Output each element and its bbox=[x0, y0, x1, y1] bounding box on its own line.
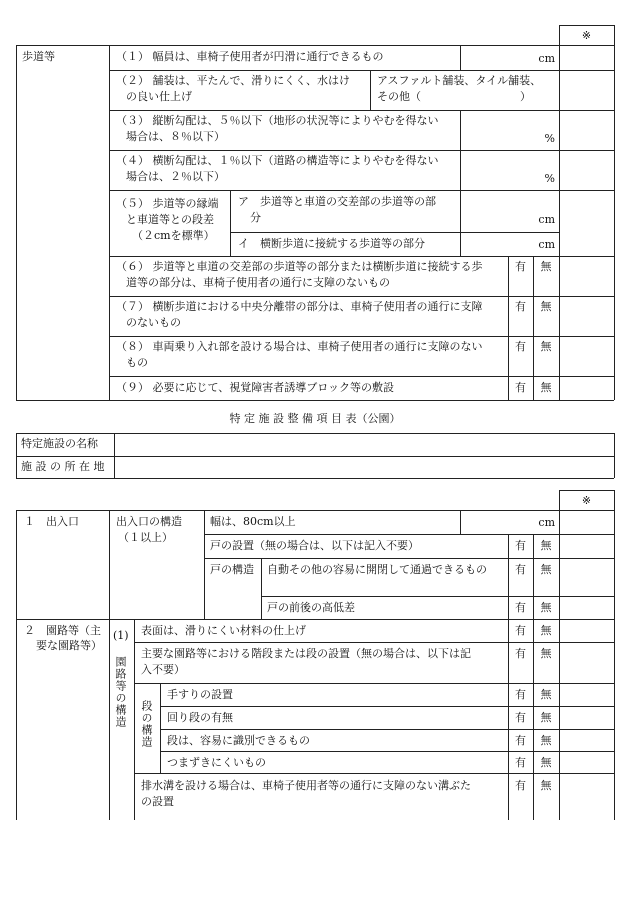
no-option[interactable]: 無 bbox=[540, 300, 552, 313]
yes-option[interactable]: 有 bbox=[515, 601, 526, 614]
facility-address-field[interactable] bbox=[115, 457, 613, 477]
unit-cm: cm bbox=[538, 213, 555, 226]
door-level-difference: 戸の前後の高低差 bbox=[267, 601, 355, 614]
item-2-line2: の良い仕上げ bbox=[126, 90, 192, 103]
door-structure: 戸の構造 bbox=[210, 563, 254, 576]
yes-option[interactable]: 有 bbox=[515, 624, 526, 637]
door-setting: 戸の設置（無の場合は、以下は記入不要） bbox=[210, 539, 419, 552]
facility-address-label: 施 設 の 所 在 地 bbox=[21, 460, 105, 473]
no-option[interactable]: 無 bbox=[540, 711, 552, 724]
item-5a-line2: 分 bbox=[250, 211, 261, 224]
path-surface: 表面は、滑りにくい材料の仕上げ bbox=[141, 624, 306, 637]
item-5a-line1: ア 歩道等と車道の交差部の歩道等の部 bbox=[238, 195, 436, 208]
entrance-category: １ 出入口 bbox=[24, 515, 79, 528]
auto-door: 自動その他の容易に開閉して通過できるもの bbox=[267, 563, 487, 576]
step-structure-vertical: 段の構造 bbox=[140, 700, 153, 748]
yes-option[interactable]: 有 bbox=[515, 381, 526, 394]
unit-cm: cm bbox=[538, 238, 555, 251]
section-title: 特 定 施 設 整 備 項 目 表（公園） bbox=[229, 412, 401, 425]
yes-option[interactable]: 有 bbox=[515, 734, 526, 747]
handrail: 手すりの設置 bbox=[167, 688, 233, 701]
item-7-line2: のないもの bbox=[126, 316, 181, 329]
item-5b: イ 横断歩道に接続する歩道等の部分 bbox=[238, 237, 425, 250]
no-option[interactable]: 無 bbox=[540, 734, 552, 747]
no-option[interactable]: 無 bbox=[540, 381, 552, 394]
yes-option[interactable]: 有 bbox=[515, 260, 526, 273]
no-option[interactable]: 無 bbox=[540, 563, 552, 576]
item-2-line1: （２） 舗装は、平たんで、滑りにくく、水はけ bbox=[116, 74, 351, 87]
no-option[interactable]: 無 bbox=[540, 539, 552, 552]
no-option[interactable]: 無 bbox=[540, 340, 552, 353]
item-7-line1: （７） 横断歩道における中央分離帯の部分は、車椅子使用者の通行に支障 bbox=[116, 300, 483, 313]
mark-header: ※ bbox=[581, 494, 592, 507]
pavement-options-line2: その他（ ） bbox=[377, 90, 531, 103]
item-3-line2: 場合は、８％以下） bbox=[126, 130, 225, 143]
no-option[interactable]: 無 bbox=[540, 756, 552, 769]
sidewalk-category: 歩道等 bbox=[22, 50, 55, 63]
item-3-line1: （３） 縦断勾配は、５％以下（地形の状況等によりやむを得ない bbox=[116, 114, 439, 127]
steps-identifiable: 段は、容易に識別できるもの bbox=[167, 734, 310, 747]
item-5-line3: （２cmを標準） bbox=[132, 229, 215, 242]
no-option[interactable]: 無 bbox=[540, 647, 552, 660]
yes-option[interactable]: 有 bbox=[515, 539, 526, 552]
mark-header: ※ bbox=[581, 29, 592, 42]
item-9: （９） 必要に応じて、視覚障害者誘導ブロック等の敷設 bbox=[116, 381, 395, 394]
path-steps-line2: 入不要） bbox=[141, 663, 185, 676]
item-8-line2: もの bbox=[126, 356, 148, 369]
no-option[interactable]: 無 bbox=[540, 779, 552, 792]
item-6-line1: （６） 歩道等と車道の交差部の歩道等の部分または横断歩道に接続する歩 bbox=[116, 260, 483, 273]
drain-line2: の設置 bbox=[141, 795, 174, 808]
unit-pct: % bbox=[544, 172, 555, 185]
item-6-line2: 道等の部分は、車椅子使用者の通行に支障のないもの bbox=[126, 276, 390, 289]
yes-option[interactable]: 有 bbox=[515, 756, 526, 769]
item-8-line1: （８） 車両乗り入れ部を設ける場合は、車椅子使用者の通行に支障のない bbox=[116, 340, 483, 353]
no-option[interactable]: 無 bbox=[540, 601, 552, 614]
path-category: ２ 園路等（主 bbox=[24, 624, 101, 637]
pavement-options-line1: アスファルト舗装、タイル舗装、 bbox=[377, 74, 542, 87]
item-4-line2: 場合は、２％以下） bbox=[126, 170, 225, 183]
yes-option[interactable]: 有 bbox=[515, 300, 526, 313]
unit-cm: cm bbox=[538, 516, 555, 529]
entrance-structure: 出入口の構造 bbox=[116, 515, 182, 528]
item-5-line1: （５） 歩道等の縁端 bbox=[116, 197, 219, 210]
facility-name-label: 特定施設の名称 bbox=[21, 437, 98, 450]
path-category-line2: 要な園路等） bbox=[36, 639, 102, 652]
yes-option[interactable]: 有 bbox=[515, 711, 526, 724]
unit-pct: % bbox=[544, 132, 555, 145]
entrance-structure-sub: （１以上） bbox=[118, 531, 173, 544]
yes-option[interactable]: 有 bbox=[515, 779, 526, 792]
no-option[interactable]: 無 bbox=[540, 688, 552, 701]
path-number: (1) bbox=[113, 629, 129, 642]
path-structure-vertical: 園路等の構造 bbox=[114, 656, 127, 728]
no-option[interactable]: 無 bbox=[540, 260, 552, 273]
yes-option[interactable]: 有 bbox=[515, 688, 526, 701]
spiral-steps: 回り段の有無 bbox=[167, 711, 233, 724]
no-option[interactable]: 無 bbox=[540, 624, 552, 637]
yes-option[interactable]: 有 bbox=[515, 647, 526, 660]
facility-name-field[interactable] bbox=[115, 434, 613, 455]
item-5-line2: と車道等との段差 bbox=[126, 213, 214, 226]
drain-line1: 排水溝を設ける場合は、車椅子使用者等の通行に支障のない溝ぶた bbox=[141, 779, 471, 792]
yes-option[interactable]: 有 bbox=[515, 563, 526, 576]
yes-option[interactable]: 有 bbox=[515, 340, 526, 353]
entrance-width: 幅は、80cm以上 bbox=[210, 515, 296, 528]
item-4-line1: （４） 横断勾配は、１％以下（道路の構造等によりやむを得ない bbox=[116, 154, 439, 167]
unit-cm: cm bbox=[538, 52, 555, 65]
item-1: （１） 幅員は、車椅子使用者が円滑に通行できるもの bbox=[116, 50, 384, 63]
no-tripping: つまずきにくいもの bbox=[167, 756, 266, 769]
path-steps-line1: 主要な園路等における階段または段の設置（無の場合は、以下は記 bbox=[141, 647, 471, 660]
